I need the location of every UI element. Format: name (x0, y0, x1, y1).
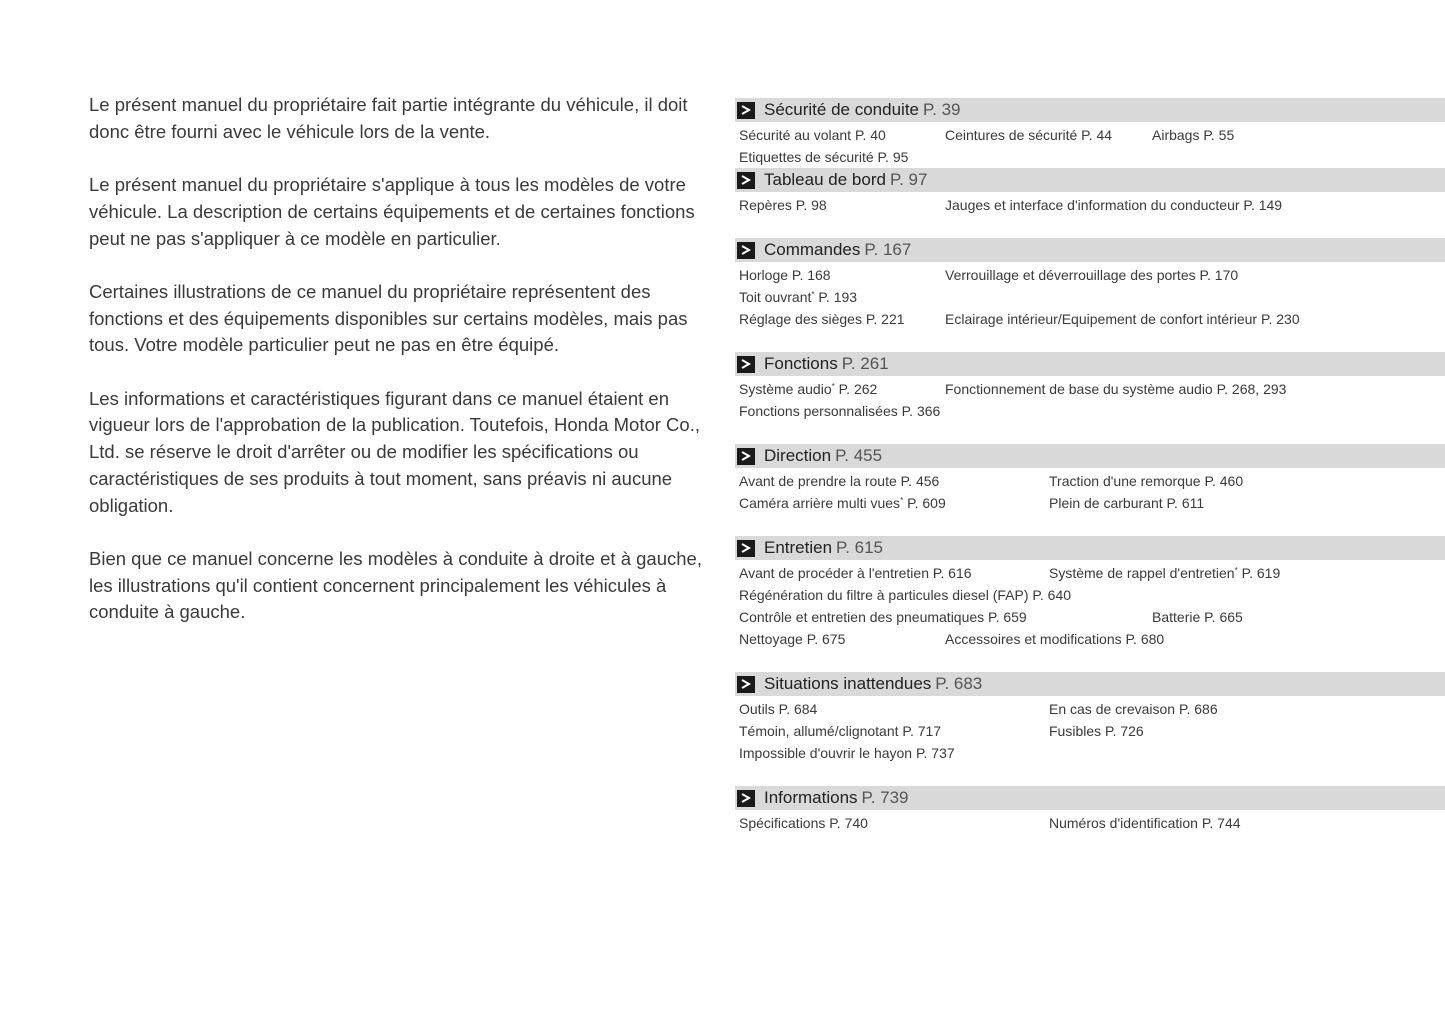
toc-section-header[interactable] (735, 536, 1445, 560)
toc-section-header[interactable] (735, 238, 1445, 262)
section-page: P. 615 (836, 538, 884, 557)
toc-entry[interactable]: Régénération du filtre à particules diesel (FAP) P. 640 (739, 587, 1072, 603)
intro-text (89, 92, 719, 653)
toc-entry[interactable]: Outils P. 684 (739, 701, 818, 717)
section-page: P. 683 (935, 674, 983, 693)
intro-paragraph: Bien que ce manuel concerne les modèles à conduite à droite et à gauche, les illustrations qu'il contient concernent principalement les véhicules à conduite à gauche. (89, 547, 702, 623)
entry-page: P. 193 (818, 289, 858, 305)
toc-entry[interactable]: Spécifications P. 740 (739, 815, 868, 831)
chevron-right-icon (737, 102, 755, 119)
intro-paragraph: Les informations et caractéristiques figurant dans ce manuel étaient en vigueur lors de l'approbation de la publication. Toutefois, Honda Motor Co., Ltd. se réserve le droit d'arrêter ou de modifier les spécifications ou caractéristiques de ses produits à tout moment, sans préavis ni aucune obligation. (89, 387, 700, 516)
toc-section-header[interactable] (735, 352, 1445, 376)
toc-entry[interactable]: Jauges et interface d'information du conducteur P. 149 (945, 197, 1283, 213)
entry-row (739, 492, 1445, 514)
entry-page: P. 609 (907, 495, 946, 511)
entry-page: P. 619 (1241, 565, 1281, 581)
intro-paragraph: Le présent manuel du propriétaire fait partie intégrante du véhicule, il doit donc être fourni avec le véhicule lors de la vente. (89, 94, 688, 142)
asterisk-mark: * (900, 496, 904, 505)
entry-label: Système audio (739, 381, 832, 397)
entry-row (739, 812, 1445, 834)
toc-section-fonctions (735, 352, 1445, 444)
toc-entry[interactable]: Avant de procéder à l'entretien P. 616 (739, 565, 972, 581)
entry-row (739, 628, 1445, 650)
asterisk-mark: * (811, 290, 815, 299)
entry-row (739, 720, 1445, 742)
section-title: Sécurité de conduite (764, 100, 919, 119)
spacer (739, 422, 1445, 444)
entry-row (739, 194, 1445, 216)
chevron-right-icon (737, 356, 755, 373)
section-entries (735, 810, 1445, 834)
toc-section-header[interactable] (735, 786, 1445, 810)
toc-section-informations (735, 786, 1445, 834)
section-entries (735, 262, 1445, 352)
toc-entry[interactable]: Traction d'une remorque P. 460 (1049, 473, 1244, 489)
entry-row (739, 286, 1445, 308)
entry-row (739, 264, 1445, 286)
toc-section-situations-inattendues (735, 672, 1445, 786)
asterisk-mark: * (831, 382, 835, 391)
section-page: P. 261 (841, 354, 889, 373)
toc-entry[interactable]: Accessoires et modifications P. 680 (945, 631, 1165, 647)
entry-row (739, 378, 1445, 400)
toc-section-header[interactable] (735, 672, 1445, 696)
section-title: Tableau de bord (764, 170, 886, 189)
entry-row (739, 562, 1445, 584)
entry-row (739, 606, 1445, 628)
section-title: Direction (764, 446, 832, 465)
toc-entry[interactable]: Avant de prendre la route P. 456 (739, 473, 940, 489)
entry-label: Système de rappel d'entretien (1049, 565, 1235, 581)
toc-entry[interactable] (739, 289, 857, 305)
toc-entry[interactable]: Ceintures de sécurité P. 44 (945, 127, 1113, 143)
toc-entry[interactable]: Fusibles P. 726 (1049, 723, 1144, 739)
section-page: P. 739 (861, 788, 909, 807)
spacer (739, 216, 1445, 238)
toc-entry[interactable]: Fonctionnement de base du système audio P. 268, 293 (945, 381, 1287, 397)
section-title: Situations inattendues (764, 674, 932, 693)
section-title: Fonctions (764, 354, 838, 373)
toc-entry[interactable]: Fonctions personnalisées P. 366 (739, 403, 941, 419)
toc-entry[interactable]: Etiquettes de sécurité P. 95 (739, 149, 909, 165)
toc-section-header[interactable] (735, 444, 1445, 468)
entry-row (739, 698, 1445, 720)
asterisk-mark: * (1234, 566, 1238, 575)
toc-entry[interactable]: Contrôle et entretien des pneumatiques P. 659 (739, 609, 1027, 625)
toc-entry[interactable]: Sécurité au volant P. 40 (739, 127, 886, 143)
toc-section-header[interactable] (735, 98, 1445, 122)
toc-entry[interactable] (1049, 565, 1280, 581)
toc-entry[interactable]: Impossible d'ouvrir le hayon P. 737 (739, 745, 955, 761)
section-entries (735, 376, 1445, 444)
toc-section-tableau-de-bord (735, 168, 1445, 238)
toc-section-entretien (735, 536, 1445, 672)
toc-section-securite (735, 98, 1445, 168)
toc-entry[interactable]: Réglage des sièges P. 221 (739, 311, 905, 327)
section-page: P. 97 (889, 170, 928, 189)
toc-section-commandes (735, 238, 1445, 352)
entry-row (739, 146, 1445, 168)
toc-entry[interactable]: En cas de crevaison P. 686 (1049, 701, 1218, 717)
toc-section-header[interactable] (735, 168, 1445, 192)
section-title: Entretien (764, 538, 833, 557)
chevron-right-icon (737, 448, 755, 465)
entry-page: P. 262 (838, 381, 878, 397)
toc-entry[interactable]: Nettoyage P. 675 (739, 631, 846, 647)
entry-label: Toit ouvrant (739, 289, 812, 305)
section-page: P. 39 (923, 100, 961, 119)
toc-entry[interactable]: Repères P. 98 (739, 197, 827, 213)
spacer (739, 764, 1445, 786)
section-entries (735, 696, 1445, 786)
entry-row (739, 308, 1445, 330)
intro-paragraph: Le présent manuel du propriétaire s'applique à tous les modèles de votre véhicule. La description de certains équipements et de certaines fonctions peut ne pas s'appliquer à ce modèle en particulier. (89, 174, 695, 249)
chevron-right-icon (737, 540, 755, 557)
chevron-right-icon (737, 242, 755, 259)
section-entries (735, 468, 1445, 536)
toc-entry[interactable]: Eclairage intérieur/Equipement de confort intérieur P. 230 (945, 311, 1300, 327)
toc-entry[interactable]: Numéros d'identification P. 744 (1049, 815, 1241, 831)
spacer (739, 650, 1445, 672)
chevron-right-icon (737, 676, 755, 693)
toc-entry[interactable]: Plein de carburant P. 611 (1049, 495, 1205, 511)
entry-label: Caméra arrière multi vues (739, 495, 901, 511)
chevron-right-icon (737, 790, 755, 807)
section-page: P. 455 (835, 446, 883, 465)
section-entries (735, 560, 1445, 672)
spacer (739, 330, 1445, 352)
section-title: Informations (764, 788, 858, 807)
spacer (739, 514, 1445, 536)
table-of-contents (735, 98, 1445, 834)
toc-entry[interactable]: Témoin, allumé/clignotant P. 717 (739, 723, 942, 739)
entry-row (739, 584, 1445, 606)
toc-entry[interactable] (739, 381, 945, 397)
section-page: P. 167 (864, 240, 912, 259)
section-title: Commandes (764, 240, 861, 259)
entry-row (739, 470, 1445, 492)
toc-entry[interactable]: Verrouillage et déverrouillage des portes P. 170 (945, 267, 1239, 283)
entry-row (739, 742, 1445, 764)
section-entries (735, 122, 1445, 168)
entry-row (739, 400, 1445, 422)
chevron-right-icon (737, 172, 755, 189)
toc-section-direction (735, 444, 1445, 536)
entry-row (739, 124, 1445, 146)
section-entries (735, 192, 1445, 238)
toc-entry[interactable] (739, 495, 1049, 511)
toc-entry[interactable]: Horloge P. 168 (739, 267, 831, 283)
toc-entry[interactable]: Airbags P. 55 (1152, 127, 1235, 143)
toc-entry[interactable]: Batterie P. 665 (1152, 609, 1243, 625)
intro-paragraph: Certaines illustrations de ce manuel du propriétaire représentent des fonctions et des équipements disponibles sur certains modèles, mais pas tous. Votre modèle particulier peut ne pas en être équipé. (89, 280, 688, 356)
